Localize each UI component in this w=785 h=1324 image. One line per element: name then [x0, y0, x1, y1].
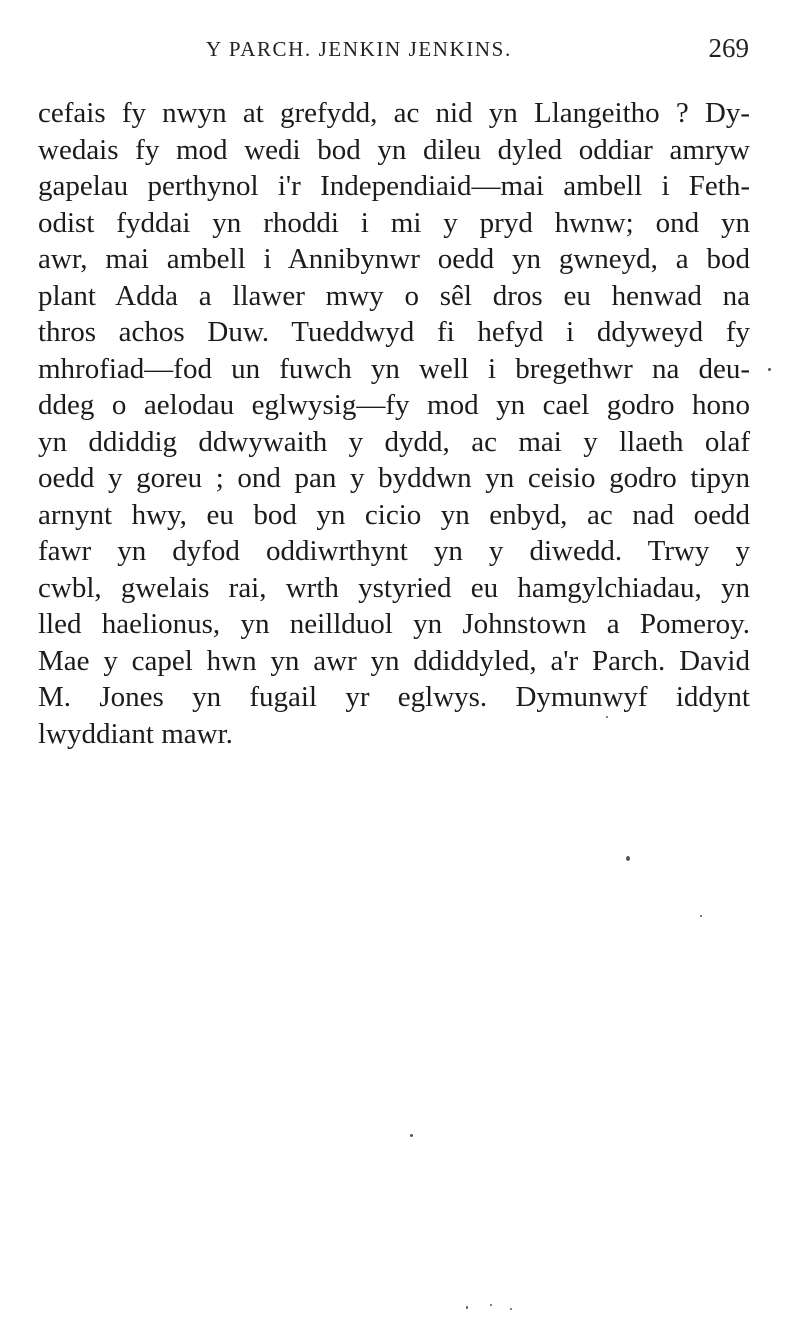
page-number: 269	[708, 33, 749, 63]
scan-speck	[606, 716, 608, 718]
text-line: fawr yn dyfod oddiwrthynt yn y diwedd. Trwy y	[38, 535, 750, 567]
text-line: oedd y goreu ; ond pan y byddwn yn ceisio godro tipyn	[38, 462, 750, 494]
text-line: lwyddiant mawr.	[38, 717, 233, 750]
text-line: gapelau perthynol i'r Independiaid—mai ambell i Feth-	[38, 170, 750, 202]
text-line: M. Jones yn fugail yr eglwys. Dymunwyf iddynt	[38, 681, 750, 713]
text-line: thros achos Duw. Tueddwyd fi hefyd i ddyweyd fy	[38, 316, 750, 348]
text-line: arnynt hwy, eu bod yn cicio yn enbyd, ac nad oedd	[38, 498, 750, 531]
text-line: plant Adda a llawer mwy o sêl dros eu henwad na	[38, 279, 750, 312]
text-line: awr, mai ambell i Annibynwr oedd yn gwneyd, a bod	[38, 243, 750, 275]
scan-speck	[768, 368, 771, 371]
text-line: odist fyddai yn rhoddi i mi y pryd hwnw; ond yn	[38, 206, 750, 239]
scan-speck	[410, 1134, 413, 1137]
text-line: mhrofiad—fod un fuwch yn well i bregethwr na deu-	[38, 352, 750, 385]
scan-speck	[466, 1306, 468, 1309]
text-line: cefais fy nwyn at grefydd, ac nid yn Llangeitho ? Dy-	[38, 97, 750, 129]
running-title: Y PARCH. JENKIN JENKINS.	[206, 37, 512, 61]
running-head	[38, 33, 749, 67]
body-text	[38, 95, 750, 752]
scan-speck	[626, 856, 630, 861]
scan-speck	[700, 915, 702, 917]
text-line: lled haelionus, yn neillduol yn Johnstown a Pomeroy.	[38, 608, 750, 640]
scan-speck	[510, 1308, 512, 1310]
text-line: yn ddiddig ddwywaith y dydd, ac mai y llaeth olaf	[38, 425, 750, 458]
text-line: ddeg o aelodau eglwysig—fy mod yn cael godro hono	[38, 389, 750, 421]
scan-speck	[490, 1304, 492, 1306]
text-line: wedais fy mod wedi bod yn dileu dyled oddiar amryw	[38, 133, 750, 166]
text-line: Mae y capel hwn yn awr yn ddiddyled, a'r Parch. David	[38, 644, 750, 677]
text-line: cwbl, gwelais rai, wrth ystyried eu hamgylchiadau, yn	[38, 571, 750, 604]
